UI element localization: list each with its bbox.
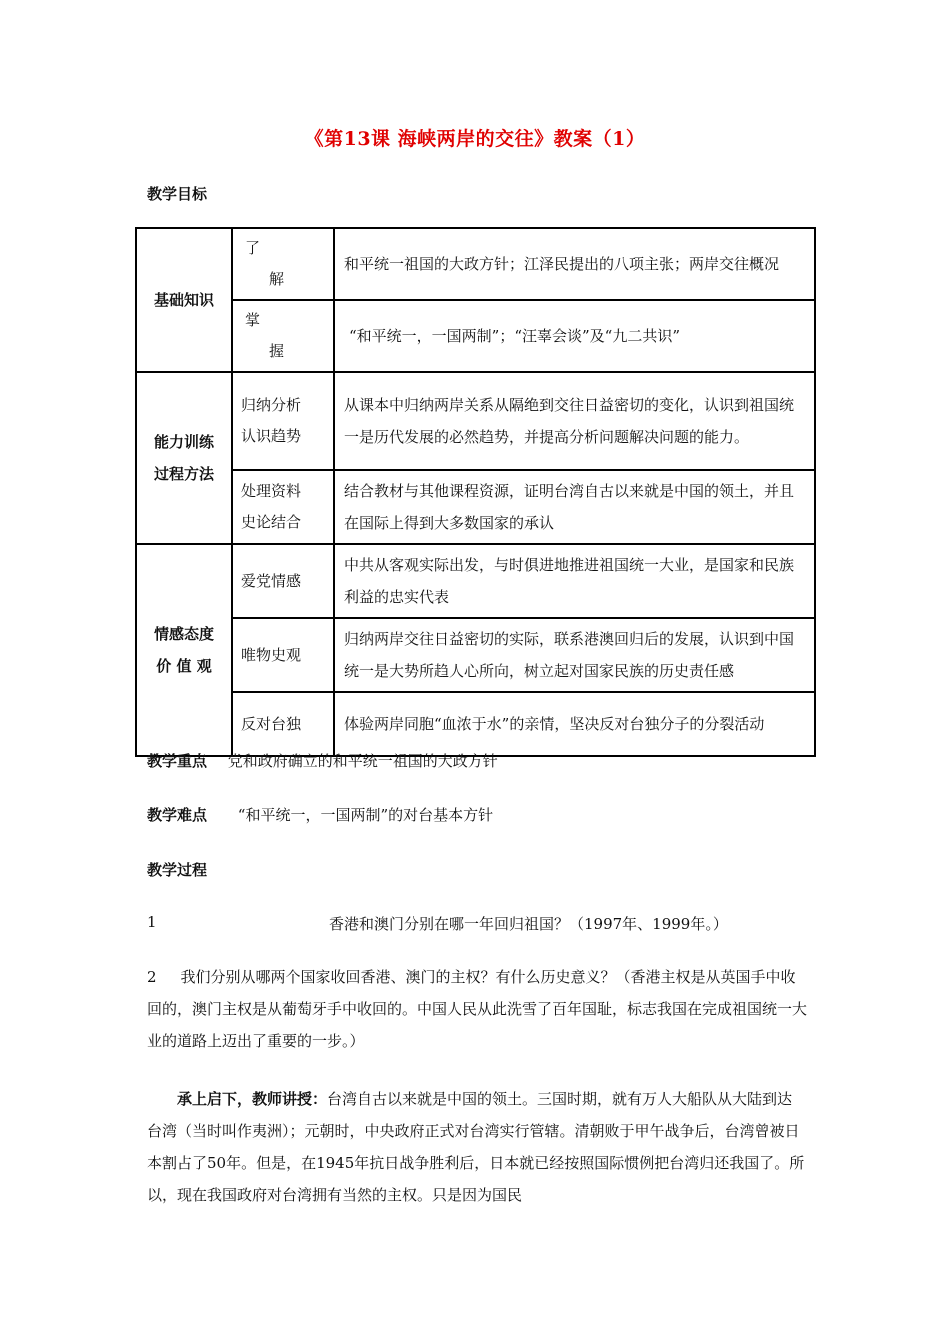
objectives-heading: 教学目标 [147,185,208,203]
table-row [136,692,815,756]
sub-category: 唯物史观 [232,618,334,692]
sub-category: 反对台独 [232,692,334,756]
table-row [136,372,815,470]
table-cell-text: 从课本中归纳两岸关系从隔绝到交往日益密切的变化，认识到祖国统一是历代发展的必然趋势，并提高分析问题解决问题的能力。 [334,372,815,470]
process-heading: 教学过程 [147,861,208,879]
category-basic: 基础知识 [136,228,232,372]
table-cell-text: 和平统一祖国的大政方针；江泽民提出的八项主张；两岸交往概况 [334,228,815,300]
table-cell-text: “和平统一，一国两制”；“汪辜会谈”及“九二共识” [334,300,815,372]
sub-category: 处理资料 史论结合 [232,470,334,544]
table-cell-text: 中共从客观实际出发，与时俱进地推进祖国统一大业，是国家和民族利益的忠实代表 [334,544,815,618]
table-cell-text: 归纳两岸交往日益密切的实际，联系港澳回归后的发展，认识到中国统一是大势所趋人心所向，树立起对国家民族的历史责任感 [334,618,815,692]
question-2 [147,961,807,1057]
sub-category: 掌 握 [232,300,334,372]
key-point-text: 党和政府确立的和平统一祖国的大政方针 [227,752,498,770]
table-cell-text: 结合教材与其他课程资源，证明台湾自古以来就是中国的领土，并且在国际上得到大多数国家的承认 [334,470,815,544]
table-row [136,544,815,618]
sub-category: 归纳分析 认识趋势 [232,372,334,470]
question-text: 香港和澳门分别在哪一年回归祖国？（1997年、1999年。） [329,915,728,933]
difficult-point [147,804,493,825]
lecture-label: 承上启下，教师讲授： [177,1090,328,1108]
category-emotion: 情感态度 价 值 观 [136,544,232,756]
key-point-label: 教学重点 [147,752,208,770]
key-point [147,750,498,771]
difficult-point-label: 教学难点 [147,806,208,824]
table-row [136,470,815,544]
lecture-text: 台湾自古以来就是中国的领土。三国时期，就有万人大船队从大陆到达台湾（当时叫作夷洲）；元朝时，中央政府正式对台湾实行管辖。清朝败于甲午战争后，台湾曾被日本割占了50年。但是，在1945年抗日战争胜利后，日本就已经按照国际惯例把台湾归还我国了。所以，现在我国政府对台湾拥有当然的主权。只是因为国民 [147,1090,805,1204]
category-ability: 能力训练 过程方法 [136,372,232,544]
objectives-table [135,227,816,757]
page-title: 《第13课 海峡两岸的交往》教案（1） [304,128,646,150]
difficult-point-text: “和平统一，一国两制”的对台基本方针 [237,806,494,824]
question-text: 我们分别从哪两个国家收回香港、澳门的主权？有什么历史意义？（香港主权是从英国手中收回的，澳门主权是从葡萄牙手中收回的。中国人民从此洗雪了百年国耻，标志我国在完成祖国统一大业的道路上迈出了重要的一步。） [147,968,808,1050]
sub-category: 爱党情感 [232,544,334,618]
table-cell-text: 体验两岸同胞“血浓于水”的亲情，坚决反对台独分子的分裂活动 [334,692,815,756]
table-row [136,300,815,372]
lecture-paragraph [147,1083,807,1211]
question-number: 1 [147,913,157,931]
question-1 [147,913,827,931]
table-row [136,228,815,300]
question-number: 2 [147,968,157,986]
table-row [136,618,815,692]
sub-category: 了 解 [232,228,334,300]
